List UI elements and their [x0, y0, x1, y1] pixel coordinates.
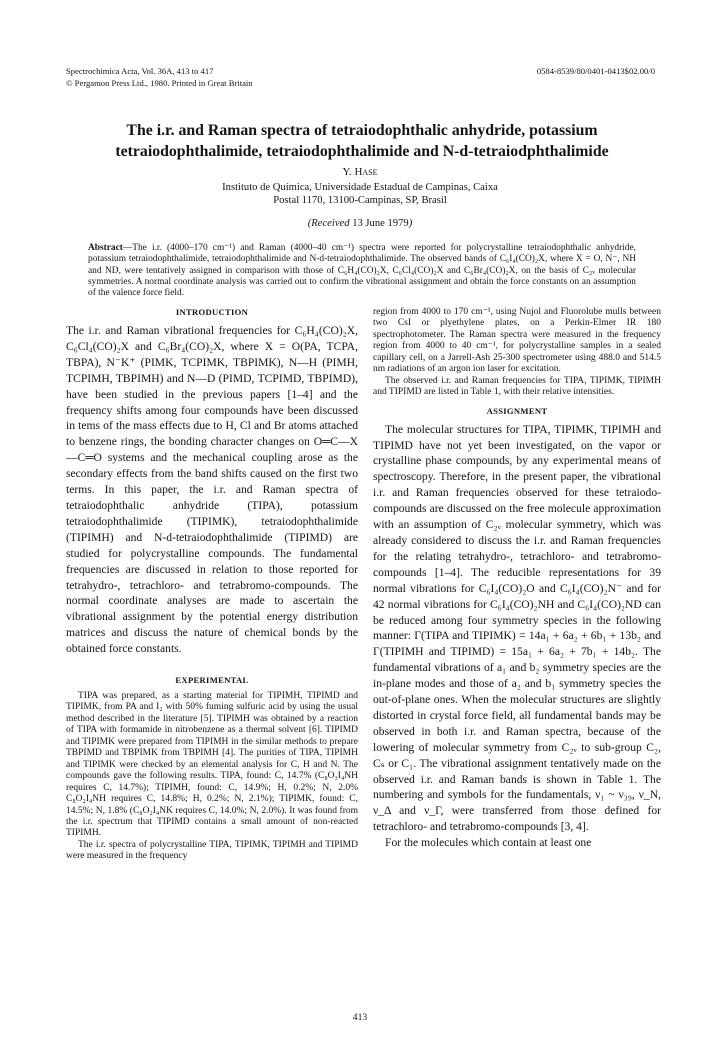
affiliation-line: Postal 1170, 13100-Campinas, SP, Brasil [273, 195, 447, 207]
affiliation-line: Instituto de Química, Universidade Estadual de Campinas, Caixa [222, 182, 498, 193]
experimental-paragraph: The observed i.r. and Raman frequencies for TIPA, TIPIMK, TIPIMH and TIPIMD are listed in Table 1, with their relative intensities. [373, 375, 661, 398]
author [0, 166, 720, 179]
section-heading-assignment: ASSIGNMENT [486, 405, 548, 416]
paper-title: The i.r. and Raman spectra of tetraiodophthalic anhydride, potassium tetraiodophthalimide, tetraiodophthalimide and N-d-tetraiodphthalimide [115, 122, 609, 160]
copyright-line: © Pergamon Press Ltd., 1980. Printed in Great Britain [66, 77, 253, 88]
abstract [88, 243, 636, 300]
experimental-paragraph: TIPA was prepared, as a starting material for TIPIMH, TIPIMD and TIPIMK, from PA and I₂ with 50% fuming sulfuric acid by using the usual method described in the literature [5]. TIPIMH was obtained by a reaction of TIPA with formamide in nitrobenzene as a thermal solvent [6]. TIPIMD and TIPIMK were prepared from TIPIMH in the similar methods to prepare TBPIMD and TBPIMK from TBPIMH [4]. The purities of TIPA, TIPIMH and TIPIMK were checked by an elemental analysis for C, H and N. The compounds gave the following results. TIPA, found: C, 14.7% (C₈O₃I₄NH requires C, 14.7%); TIPIMH, found: C, 14.9%; H, 0.2%; N, 2.0% C₈O₂I₄NH requires C, 14.8%; H, 0.2%; N, 2.1%); TIPIMK, found: C, 14.5%; N, 1.8% (C₈O₂I₄NK requires C, 14.0%; N, 2.0%). It was found from the i.r. spectrum that TIPIMD contains a small amount of non-reacted TIPIMH. [66, 691, 358, 839]
experimental-paragraph: The i.r. spectra of polycrystalline TIPA, TIPIMK, TIPIMH and TIPIMD were measured in the frequency [66, 839, 358, 862]
assignment-paragraph: For the molecules which contain at least one [385, 836, 592, 850]
journal-citation [66, 66, 253, 89]
assignment-paragraph: The molecular structures for TIPA, TIPIMK, TIPIMH and TIPIMD have not yet been investigated, on the vapor or crystalline phase compounds, by any experimental means of spectroscopy. Therefore, in the present paper, the vibrational i.r. and Raman frequencies observed for these tetraiodo-compounds are discussed on the free molecule approximation with an assumption of C₂ᵥ molecular symmetry, which was already considered to discuss the i.r. and Raman frequencies for the relating tetrahydro-, tetrachloro- and tetrabromo-compounds [1–4]. The reducible representations for 39 normal vibrations for C₆I₄(CO)₂O and C₆I₄(CO)₂N⁻ and for 42 normal vibrations for C₆I₄(CO)₂NH and C₆I₄(CO)₂ND can be reduced among four symmetry species in the following manner: Γ(TIPA and TIPIMK) = 14a₁ + 6a₂ + 6b₁ + 13b₂ and Γ(TIPIMH and TIPIMD) = 15a₁ + 6a₂ + 7b₁ + 14b₂. The fundamental vibrations of a₁ and b₂ symmetry species are the in-plane modes and those of a₂ and b₁ symmetry species the out-of-plane ones. When the molecular structures are slightly distorted in crystal force field, all fundamental bands may be observed in both i.r. and Raman spectra, because of the lowering of molecular symmetry from C₂ᵥ to sub-group C₂, Cₛ or C₁. The vibrational assignment tentatively made on the observed i.r. and Raman bands is shown in Table 1. The numbering and symbols for the fundamentals, ν₁ ~ ν₃₉, ν_N, ν_Δ and ν_Γ, were transferred from those defined for tetrachloro- and tetrabromo-compounds [3, 4]. [373, 422, 661, 834]
abstract-text: —The i.r. (4000–170 cm⁻¹) and Raman (4000–40 cm⁻¹) spectra were reported for polycrystalline tetraiodophthalic anhydride, potassium tetraiodophthalimide, tetraiodophthalimide and N-d-tetraiodophthalimide. The observed bands of C₆I₄(CO)₂X, where X = O, N⁻, NH and ND, were tentatively assigned in comparison with those of C₆H₄(CO)₂X, C₆Cl₄(CO)₂X and C₆Br₄(CO)₂X, on the basis of C₂ᵥ molecular symmetries. A normal coordinate analysis was carried out to confirm the vibrational assignment and obtain the force constants on an assumption of the valence force field. [88, 243, 636, 299]
section-heading-introduction: INTRODUCTION [175, 307, 249, 317]
page-number: 413 [352, 1012, 368, 1023]
abstract-label: Abstract [88, 243, 123, 253]
received-date: (Received 13 June 1979) [307, 218, 413, 229]
section-heading-experimental: EXPERIMENTAL [175, 675, 249, 686]
experimental-paragraph: region from 4000 to 170 cm⁻¹, using Nujol and Fluorolube mulls between two CsI or plyethylene plates, on a Perkin-Elmer IR 180 spectrophotometer. The Raman spectra were measured in the frequency region from 4000 to 40 cm⁻¹, for polycrystalline samples in a sealed capillary cell, on a Jarrell-Ash 25-300 spectrometer using 488.0 and 514.5 nm radiations of an argon ion laser for excitation. [373, 307, 661, 375]
author-name: Y. Hase [342, 166, 378, 178]
left-column [66, 307, 358, 863]
received-date-value: 13 June 1979 [352, 218, 409, 229]
affiliation [0, 181, 720, 208]
introduction-paragraph: The i.r. and Raman vibrational frequencies for C₆H₄(CO)₂X, C₆Cl₄(CO)₂X and C₆Br₄(CO)₂X, where X = O(PA, TCPA, TBPA), N⁻K⁺ (PIMK, TCPIMK, TBPIMK), N—H (PIMH, TCPIMH, TBPIMH) and N—D (PIMD, TCPIMD, TBPIMD), have been studied in the previous papers [1–4] and the frequency shifts among four compounds have been discussed in tems of the mass effects due to H, Cl and Br atoms attached to benzene rings, the bonding character changes on O═C—X—C═O systems and the mechanical coupling arose as the secondary effects from the band shifts caused on the first two terms. In this paper, the i.r. and Raman spectra of tetraiodophthalic anhydride (TIPA), potassium tetraiodophthalimide (TIPIMK), tetraiodophthalimide (TIPIMH) and N-d-tetraiodophthalimide (TIPIMD) are studied for polycrystalline compounds. The fundamental frequencies are discussed in relation to those reported for tetrahydro-, tetrachloro- and tetrabromo-compounds. The normal coordinate analyses are made to ascertain the vibrational assignment by the potential energy distribution matrices and discuss the nature of chemical bonds by the obtained force constants. [66, 324, 358, 656]
journal-line: Spectrochimica Acta, Vol. 36A, 413 to 417 [66, 66, 214, 76]
article-code: 0584-8539/80/0401-0413$02.00/0 [536, 66, 655, 76]
right-column [373, 307, 661, 851]
